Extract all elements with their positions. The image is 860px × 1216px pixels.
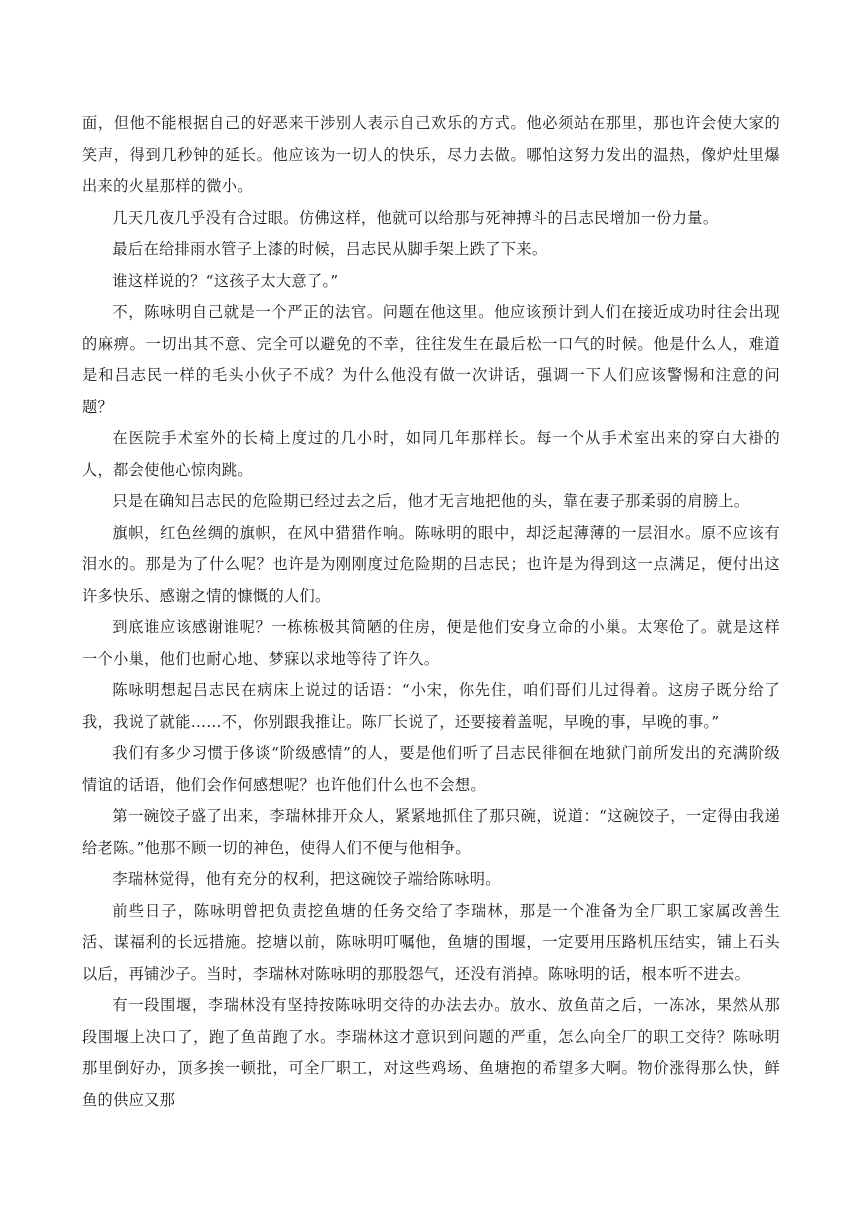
paragraph-8: 旗帜，红色丝绸的旗帜，在风中猎猎作响。陈咏明的眼中，却泛起薄薄的一层泪水。原不应该有泪水的。那是为了什么呢？也许是为刚刚度过危险期的吕志民；也许是为得到这一点满足，便付出这许多快乐、感谢之情的慷慨的人们。 xyxy=(82,523,780,605)
paragraph-13: 李瑞林觉得，他有充分的权利，把这碗饺子端给陈咏明。 xyxy=(112,870,501,888)
paragraph-15: 有一段围堰，李瑞林没有坚持按陈咏明交待的办法去办。放水、放鱼苗之后，一冻冰，果然从那段围堰上决口了，跑了鱼苗跑了水。李瑞林这才意识到问题的严重，怎么向全厂的职工交待？陈咏明那里倒好办，顶多挨一顿批，可全厂职工，对这些鸡场、鱼塘抱的希望多大啊。物价涨得那么快，鲜鱼的供应又那 xyxy=(82,996,780,1109)
paragraph-6: 在医院手术室外的长椅上度过的几小时，如同几年那样长。每一个从手术室出来的穿白大褂的人，都会使他心惊肉跳。 xyxy=(82,429,780,479)
paragraph-9: 到底谁应该感谢谁呢？一栋栋极其简陋的住房，便是他们安身立命的小巢。太寒伧了。就是这样一个小巢，他们也耐心地、梦寐以求地等待了许久。 xyxy=(82,618,780,668)
paragraph-11: 我们有多少习惯于侈谈“阶级感情”的人，要是他们听了吕志民徘徊在地狱门前所发出的充满阶级情谊的话语，他们会作何感想呢？也许他们什么也不会想。 xyxy=(82,744,780,794)
paragraph-4: 谁这样说的？“这孩子太大意了。” xyxy=(112,271,339,290)
document-page xyxy=(82,108,780,1116)
paragraph-5: 不，陈咏明自己就是一个严正的法官。问题在他这里。他应该预计到人们在接近成功时往会出现的麻痹。一切出其不意、完全可以避免的不幸，往往发生在最后松一口气的时候。他是什么人，难道是和吕志民一样的毛头小伙子不成？为什么他没有做一次讲话，强调一下人们应该警惕和注意的问题？ xyxy=(82,303,780,416)
paragraph-14: 前些日子，陈咏明曾把负责挖鱼塘的任务交给了李瑞林，那是一个准备为全厂职工家属改善生活、谋福利的长远措施。挖塘以前，陈咏明叮嘱他，鱼塘的围堰，一定要用压路机压结实，铺上石头以后，再铺沙子。当时，李瑞林对陈咏明的那股怨气，还没有消掉。陈咏明的话，根本听不进去。 xyxy=(82,901,780,983)
paragraph-12: 第一碗饺子盛了出来，李瑞林排开众人，紧紧地抓住了那只碗，说道：“这碗饺子，一定得由我递给老陈。”他那不顾一切的神色，使得人们不便与他相争。 xyxy=(82,807,780,857)
paragraph-1: 面，但他不能根据自己的好恶来干涉别人表示自己欢乐的方式。他必须站在那里，那也许会使大家的笑声，得到几秒钟的延长。他应该为一切人的快乐，尽力去做。哪怕这努力发出的温热，像炉灶里爆出来的火星那样的微小。 xyxy=(82,114,780,195)
paragraph-7: 只是在确知吕志民的危险期已经过去之后，他才无言地把他的头，靠在妻子那柔弱的肩膀上。 xyxy=(112,492,750,510)
paragraph-3: 最后在给排雨水管子上漆的时候，吕志民从脚手架上跌了下来。 xyxy=(112,240,548,258)
paragraph-10: 陈咏明想起吕志民在病床上说过的话语：“小宋，你先住，咱们哥们儿过得着。这房子既分给了我，我说了就能……不，你别跟我推让。陈厂长说了，还要接着盖呢，早晚的事，早晚的事。” xyxy=(82,681,780,731)
paragraph-2: 几天几夜几乎没有合过眼。仿佛这样，他就可以给那与死神搏斗的吕志民增加一份力量。 xyxy=(112,208,719,227)
